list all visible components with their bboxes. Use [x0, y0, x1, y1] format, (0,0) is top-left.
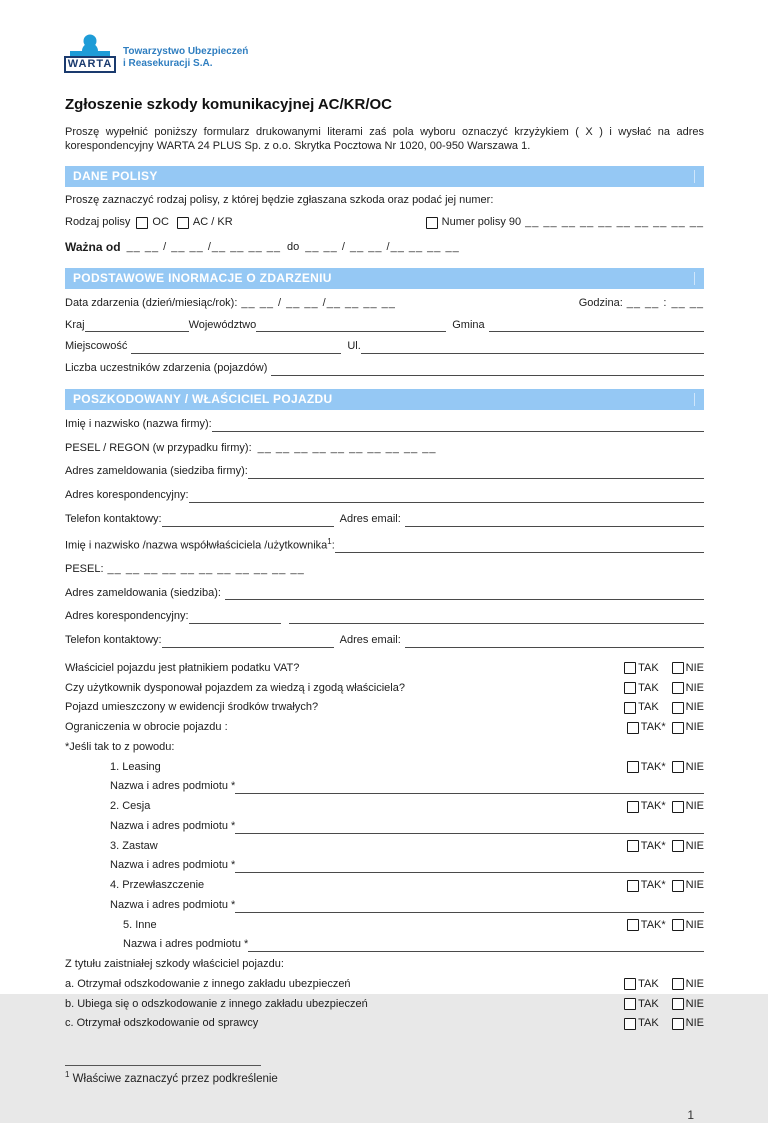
checkbox-leasing-tak[interactable] [627, 761, 639, 773]
section-title: POSZKODOWANY / WŁAŚCICIEL POJAZDU [73, 391, 333, 406]
page-title: Zgłoszenie szkody komunikacyjnej AC/KR/OC [65, 96, 393, 113]
checkbox-consent-nie[interactable] [672, 682, 684, 694]
incident-participants-label: Liczba uczestników zdarzenia (pojazdów) [65, 362, 268, 374]
page-number: 1 [687, 1108, 694, 1123]
policy-type-oc-label: OC [152, 216, 169, 228]
checkbox-vat-tak[interactable] [624, 662, 636, 674]
claim-b-row [65, 998, 704, 1012]
nie-label: NIE [685, 721, 704, 734]
victim-pesel-regon-row [65, 442, 704, 456]
item-przewlaszczenie-row [65, 879, 704, 893]
tak-star-label: TAK* [640, 918, 666, 931]
claim-c-row [65, 1017, 704, 1031]
item-zastaw-row [65, 840, 704, 854]
co-owner-pesel-label: PESEL: [65, 562, 104, 575]
section-title: DANE POLISY [73, 169, 158, 184]
input-gmina[interactable] [489, 319, 704, 332]
question-vat-row [65, 662, 704, 676]
policy-note: Proszę zaznaczyć rodzaj polisy, z której będzie zgłaszana szkoda oraz podać jej numer: [65, 194, 494, 207]
victim-address-label: Adres zameldowania (siedziba firmy): [65, 465, 248, 478]
checkbox-cesja-tak[interactable] [627, 801, 639, 813]
item-leasing-row [65, 761, 704, 775]
item-leasing-entity-row [110, 780, 704, 794]
checkbox-ac-kr[interactable] [177, 217, 189, 229]
tak-label: TAK [638, 661, 659, 674]
checkbox-cesja-nie[interactable] [672, 801, 684, 813]
warta-logo-figure-icon [67, 34, 113, 57]
checkbox-assets-nie[interactable] [672, 702, 684, 714]
tagline-line-2: i Reasekuracji S.A. [123, 58, 213, 69]
section-header-informacje-o-zdarzeniu [65, 268, 704, 289]
policy-valid-row [65, 240, 704, 255]
input-adres-korespondencyjny[interactable] [189, 490, 704, 503]
question-user-consent-label: Czy użytkownik dysponował pojazdem za wiedzą i zgodą właściciela? [65, 681, 405, 694]
policy-number-blanks[interactable]: __ __ __ __ __ __ __ __ __ __ [525, 216, 704, 228]
checkbox-claim-a-tak[interactable] [624, 978, 636, 990]
checkbox-leasing-nie[interactable] [672, 761, 684, 773]
item-inne-label: 5. Inne [123, 918, 157, 931]
policy-type-ackr-label: AC / KR [192, 216, 233, 228]
nie-label: NIE [685, 977, 704, 990]
input-email-2[interactable] [405, 635, 704, 648]
co-owner-email-label: Adres email: [339, 634, 401, 647]
item-leasing-label: 1. Leasing [110, 760, 161, 773]
checkbox-claim-b-tak[interactable] [624, 998, 636, 1010]
checkbox-restrictions-nie[interactable] [672, 722, 684, 734]
incident-participants-row [65, 362, 704, 376]
incident-time-blanks[interactable]: __ __ : __ __ [626, 296, 704, 309]
input-ulica[interactable] [361, 341, 704, 354]
input-adres-zameldowania-2[interactable] [225, 587, 704, 600]
question-vat-label: Właściciel pojazdu jest płatnikiem podatku VAT? [65, 661, 300, 674]
checkbox-assets-tak[interactable] [624, 702, 636, 714]
footnote-divider [65, 1065, 261, 1066]
if-yes-row [65, 741, 704, 755]
tak-label: TAK [638, 681, 659, 694]
item-zastaw-entity-row [110, 859, 704, 873]
input-kraj[interactable] [85, 319, 189, 332]
incident-date-label: Data zdarzenia (dzień/miesiąc/rok): [65, 296, 238, 309]
question-fixed-assets-row [65, 701, 704, 715]
item-przewlaszczenie-label: 4. Przewłaszczenie [110, 879, 205, 892]
nie-label: NIE [685, 661, 704, 674]
checkbox-restrictions-tak[interactable] [627, 722, 639, 734]
co-owner-phone-label: Telefon kontaktowy: [65, 634, 162, 647]
co-owner-phone-row [65, 634, 704, 648]
nie-label: NIE [685, 839, 704, 852]
nie-label: NIE [685, 1017, 704, 1030]
checkbox-zastaw-tak[interactable] [627, 840, 639, 852]
nie-label: NIE [685, 681, 704, 694]
input-podmiot-cesja[interactable] [235, 821, 704, 834]
checkbox-inne-tak[interactable] [627, 919, 639, 931]
checkbox-consent-tak[interactable] [624, 682, 636, 694]
nie-label: NIE [685, 918, 704, 931]
nie-label: NIE [685, 701, 704, 714]
victim-address-row [65, 465, 704, 479]
input-podmiot-inne[interactable] [248, 939, 704, 952]
tak-label: TAK [638, 977, 659, 990]
entity-label: Nazwa i adres podmiotu * [110, 780, 236, 793]
incident-time-label: Godzina: [578, 296, 623, 309]
intro-text: Proszę wypełnić poniższy formularz drukowanymi literami zaś pola wyboru oznaczyć krzyżykiem ( X ) i wysłać na adres korespondencyjny WARTA 24 PLUS Sp. z o.o. Skrytka Pocztowa Nr 1020, 00-950 Warszawa 1. [65, 125, 704, 152]
incident-date-row [65, 297, 704, 311]
tak-star-label: TAK* [640, 760, 666, 773]
input-podmiot-przewlaszczenie[interactable] [235, 900, 704, 913]
tak-star-label: TAK* [640, 721, 666, 734]
policy-valid-to-word: do [287, 241, 300, 253]
question-fixed-assets-label: Pojazd umieszczony w ewidencji środków trwałych? [65, 701, 319, 714]
warta-tagline [123, 34, 248, 70]
entity-label: Nazwa i adres podmiotu * [110, 859, 236, 872]
input-email[interactable] [405, 514, 704, 527]
checkbox-zastaw-nie[interactable] [672, 840, 684, 852]
item-inne-entity-row [123, 938, 704, 952]
checkbox-claim-a-nie[interactable] [672, 978, 684, 990]
co-owner-address-label: Adres zameldowania (siedziba): [65, 586, 221, 599]
section-header-dane-polisy [65, 166, 704, 187]
nie-label: NIE [685, 800, 704, 813]
entity-label: Nazwa i adres podmiotu * [110, 819, 236, 832]
footnote-ref: 1 [327, 536, 332, 546]
item-inne-row [65, 919, 704, 933]
tagline-line-1: Towarzystwo Ubezpieczeń [123, 46, 249, 57]
item-cesja-entity-row [110, 820, 704, 834]
claim-b-label: b. Ubiega się o odszkodowanie z innego zakładu ubezpieczeń [65, 997, 368, 1010]
incident-voivodeship-label: Województwo [188, 318, 257, 331]
policy-valid-label: Ważna od [65, 239, 121, 254]
input-adres-zameldowania[interactable] [248, 466, 704, 479]
input-telefon[interactable] [162, 514, 334, 527]
item-cesja-label: 2. Cesja [110, 800, 151, 813]
warta-wordmark: WARTA [64, 56, 117, 73]
section-title: PODSTAWOWE INORMACJE O ZDARZENIU [73, 270, 332, 285]
incident-location-row [65, 319, 704, 333]
policy-valid-from-blanks[interactable]: __ __ / __ __ /__ __ __ __ [126, 241, 282, 253]
input-miejscowosc[interactable] [131, 341, 341, 354]
checkbox-oc[interactable] [136, 217, 148, 229]
policy-number-label: Numer polisy 90 [441, 216, 522, 228]
question-restrictions-row [65, 721, 704, 735]
input-podmiot-leasing[interactable] [235, 781, 704, 794]
victim-name-label: Imię i nazwisko (nazwa firmy): [65, 417, 212, 430]
checkbox-claim-b-nie[interactable] [672, 998, 684, 1010]
input-imie-nazwisko[interactable] [212, 419, 704, 432]
tak-star-label: TAK* [640, 839, 666, 852]
claim-c-label: c. Otrzymał odszkodowanie od sprawcy [65, 1017, 259, 1030]
question-user-consent-row [65, 682, 704, 696]
victim-email-label: Adres email: [339, 512, 401, 525]
co-owner-pesel-row [65, 563, 704, 577]
victim-pesel-regon-label: PESEL / REGON (w przypadku firmy): [65, 441, 252, 454]
nie-label: NIE [685, 879, 704, 892]
co-owner-name-row [65, 537, 704, 553]
co-owner-address-row [65, 587, 704, 601]
co-owner-mailing-row [65, 610, 704, 624]
warta-logo-mark [65, 34, 115, 73]
section-header-poszkodowany [65, 389, 704, 410]
input-wojewodztwo[interactable] [256, 319, 446, 332]
input-liczba-uczestnikow[interactable] [271, 363, 704, 376]
victim-name-row [65, 418, 704, 432]
question-restrictions-label: Ograniczenia w obrocie pojazdu : [65, 721, 228, 734]
warta-logo [65, 34, 704, 78]
incident-city-row [65, 340, 704, 354]
input-telefon-2[interactable] [162, 635, 334, 648]
entity-label: Nazwa i adres podmiotu * [123, 938, 249, 951]
entity-label: Nazwa i adres podmiotu * [110, 898, 236, 911]
checkbox-przewlaszczenie-tak[interactable] [627, 880, 639, 892]
nie-label: NIE [685, 760, 704, 773]
item-przewlaszczenie-entity-row [110, 899, 704, 913]
co-owner-label: Imię i nazwisko /nazwa współwłaściciela /użytkownika$^1$: [65, 536, 335, 552]
policy-note-row [65, 194, 704, 208]
tak-label: TAK [638, 1017, 659, 1030]
tak-label: TAK [638, 701, 659, 714]
checkbox-inne-nie[interactable] [672, 919, 684, 931]
nie-label: NIE [685, 997, 704, 1010]
incident-street-label: Ul. [347, 340, 361, 353]
tak-label: TAK [638, 997, 659, 1010]
claim-a-label: a. Otrzymał odszkodowanie z innego zakładu ubezpieczeń [65, 977, 351, 990]
victim-mailing-label: Adres korespondencyjny: [65, 489, 189, 501]
checkbox-przewlaszczenie-nie[interactable] [672, 880, 684, 892]
item-cesja-row [65, 800, 704, 814]
checkbox-claim-c-nie[interactable] [672, 1018, 684, 1030]
item-zastaw-label: 3. Zastaw [110, 839, 158, 852]
claims-intro-label: Z tytułu zaistniałej szkody właściciel pojazdu: [65, 958, 284, 971]
policy-type-label: Rodzaj polisy [65, 216, 131, 228]
input-adres-korespondencyjny-2a[interactable] [189, 611, 281, 624]
victim-mailing-row [65, 489, 704, 503]
incident-city-label: Miejscowość [65, 340, 128, 353]
claims-intro-row [65, 958, 704, 972]
tak-star-label: TAK* [640, 879, 666, 892]
input-wspolwlasciciel[interactable] [335, 540, 704, 553]
input-podmiot-zastaw[interactable] [235, 860, 704, 873]
footnote [65, 1065, 704, 1086]
if-yes-label: *Jeśli tak to z powodu: [65, 740, 175, 753]
checkbox-claim-c-tak[interactable] [624, 1018, 636, 1030]
victim-phone-label: Telefon kontaktowy: [65, 512, 162, 525]
input-adres-korespondencyjny-2b[interactable] [289, 611, 704, 624]
input-pesel[interactable]: __ __ __ __ __ __ __ __ __ __ __ [107, 562, 305, 575]
tak-star-label: TAK* [640, 800, 666, 813]
victim-phone-row [65, 513, 704, 527]
input-pesel-regon[interactable]: __ __ __ __ __ __ __ __ __ __ [257, 441, 437, 454]
incident-date-blanks[interactable]: __ __ / __ __ /__ __ __ __ [241, 296, 396, 309]
footnote-text: $^1$ Właściwe zaznaczyć przez podkreślenie [65, 1070, 278, 1085]
incident-country-label: Kraj [65, 318, 85, 331]
checkbox-numer-polisy[interactable] [426, 217, 438, 229]
checkbox-vat-nie[interactable] [672, 662, 684, 674]
co-owner-mailing-label: Adres korespondencyjny: [65, 610, 189, 623]
claim-a-row [65, 978, 704, 992]
policy-type-row [65, 216, 704, 230]
policy-valid-to-blanks[interactable]: __ __ / __ __ /__ __ __ __ [305, 241, 460, 253]
incident-commune-label: Gmina [452, 318, 485, 331]
